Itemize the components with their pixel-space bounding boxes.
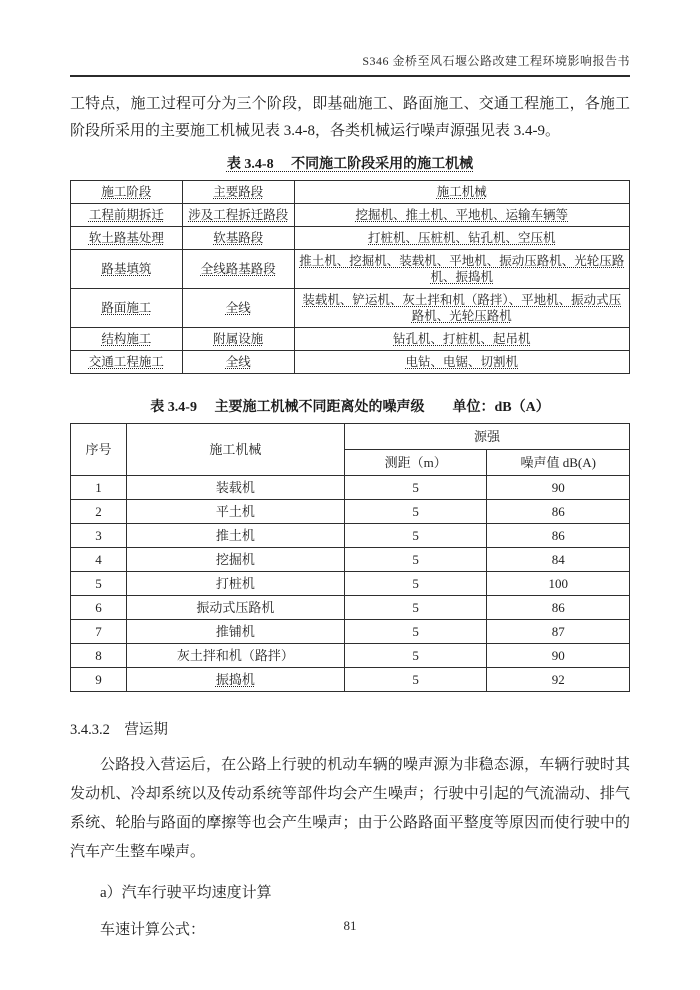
table1-header-row	[71, 181, 630, 204]
table1-cell: 打桩机、压桩机、钻孔机、空压机	[294, 227, 629, 250]
table1-cell: 挖掘机、推土机、平地机、运输车辆等	[294, 204, 629, 227]
table2-cell: 86	[487, 500, 630, 524]
table2-cell: 推铺机	[126, 620, 344, 644]
table2-cell: 5	[344, 668, 487, 692]
table2-row	[71, 500, 630, 524]
table2-cell: 90	[487, 644, 630, 668]
table1-cell: 全线	[182, 289, 294, 328]
table1-cell: 涉及工程拆迁路段	[182, 204, 294, 227]
table2-cell: 挖掘机	[126, 548, 344, 572]
table1-header-machinery: 施工机械	[294, 181, 629, 204]
table2-cell: 4	[71, 548, 127, 572]
table2-cell: 5	[344, 644, 487, 668]
table2-cell: 86	[487, 596, 630, 620]
table2-cell: 打桩机	[126, 572, 344, 596]
table2-cell: 90	[487, 476, 630, 500]
table2-cell: 平土机	[126, 500, 344, 524]
table2-header-machine: 施工机械	[126, 424, 344, 476]
table2-row	[71, 572, 630, 596]
formula-intro-line: 车速计算公式：	[100, 922, 206, 938]
table2-cell: 5	[71, 572, 127, 596]
table1-header-stage: 施工阶段	[71, 181, 183, 204]
table1-row	[71, 289, 630, 328]
table2-cell: 振捣机	[126, 668, 344, 692]
table1-cell: 钻孔机、打桩机、起吊机	[294, 328, 629, 351]
table2-cell: 92	[487, 668, 630, 692]
table2-cell: 9	[71, 668, 127, 692]
report-title: S346 金桥至风石堰公路改建工程环境影响报告书	[362, 54, 630, 68]
table2-cell: 1	[71, 476, 127, 500]
table2-cell: 振动式压路机	[126, 596, 344, 620]
table2-row	[71, 524, 630, 548]
table2-header-distance: 测距（m）	[344, 450, 487, 476]
operation-period-paragraph: 公路投入营运后，在公路上行驶的机动车辆的噪声源为非稳态源，车辆行驶时其发动机、冷却系统以及传动系统等部件均会产生噪声；行驶中引起的气流湍动、排气系统、轮胎与路面的摩擦等也会产生噪声；由于公路路面平整度等原因而使行驶中的汽车产生整车噪声。	[70, 757, 630, 860]
table2-cell: 灰土拌和机（路拌）	[126, 644, 344, 668]
table2-cell: 86	[487, 524, 630, 548]
table2-row	[71, 548, 630, 572]
table2-cell: 5	[344, 548, 487, 572]
table1-cell: 软土路基处理	[71, 227, 183, 250]
table2-cell: 87	[487, 620, 630, 644]
table1-row	[71, 328, 630, 351]
construction-machinery-table	[70, 180, 630, 374]
table2-cell: 5	[344, 620, 487, 644]
table2-cell: 5	[344, 476, 487, 500]
table2-cell: 100	[487, 572, 630, 596]
table2-row	[71, 476, 630, 500]
table1-cell: 电钻、电锯、切割机	[294, 351, 629, 374]
table1-cell: 结构施工	[71, 328, 183, 351]
page-header	[70, 52, 630, 77]
table2-row	[71, 620, 630, 644]
table2-cell: 84	[487, 548, 630, 572]
table1-row	[71, 250, 630, 289]
table2-cell: 5	[344, 596, 487, 620]
table1-cell: 工程前期拆迁	[71, 204, 183, 227]
table2-caption: 表 3.4-9 主要施工机械不同距离处的噪声级 单位：dB（A）	[150, 400, 550, 415]
table2-row	[71, 596, 630, 620]
table1-cell: 附属设施	[182, 328, 294, 351]
table2-cell: 装载机	[126, 476, 344, 500]
table1-cell: 全线	[182, 351, 294, 374]
page-number: 81	[343, 918, 357, 933]
table1-cell: 软基路段	[182, 227, 294, 250]
table2-header-source: 源强	[344, 424, 629, 450]
table2-cell: 5	[344, 524, 487, 548]
noise-level-table	[70, 423, 630, 692]
table2-cell: 3	[71, 524, 127, 548]
table2-row	[71, 644, 630, 668]
table1-cell: 推土机、挖掘机、装载机、平地机、振动压路机、光轮压路机、振捣机	[294, 250, 629, 289]
table2-cell: 6	[71, 596, 127, 620]
table1-cell: 路基填筑	[71, 250, 183, 289]
table2-cell: 5	[344, 572, 487, 596]
table2-cell: 7	[71, 620, 127, 644]
table2-cell: 8	[71, 644, 127, 668]
table1-row	[71, 351, 630, 374]
table2-row	[71, 668, 630, 692]
item-a-line: a）汽车行驶平均速度计算	[100, 885, 272, 901]
table1-cell: 全线路基路段	[182, 250, 294, 289]
section-heading: 3.4.3.2 营运期	[70, 722, 168, 738]
table1-cell: 路面施工	[71, 289, 183, 328]
table1-header-section: 主要路段	[182, 181, 294, 204]
table2-cell: 推土机	[126, 524, 344, 548]
table1-cell: 交通工程施工	[71, 351, 183, 374]
table2-cell: 2	[71, 500, 127, 524]
table1-cell: 装载机、铲运机、灰土拌和机（路拌）、平地机、振动式压路机、光轮压路机	[294, 289, 629, 328]
table2-cell: 5	[344, 500, 487, 524]
table1-caption: 表 3.4-8 不同施工阶段采用的施工机械	[226, 157, 474, 172]
table1-row	[71, 204, 630, 227]
intro-paragraph: 工特点，施工过程可分为三个阶段，即基础施工、路面施工、交通工程施工，各施工阶段所采用的主要施工机械见表 3.4-8，各类机械运行噪声源强见表 3.4-9。	[70, 96, 630, 139]
table1-row	[71, 227, 630, 250]
table2-header-noise: 噪声值 dB(A)	[487, 450, 630, 476]
table2-header-row-1	[71, 424, 630, 450]
table2-header-no: 序号	[71, 424, 127, 476]
